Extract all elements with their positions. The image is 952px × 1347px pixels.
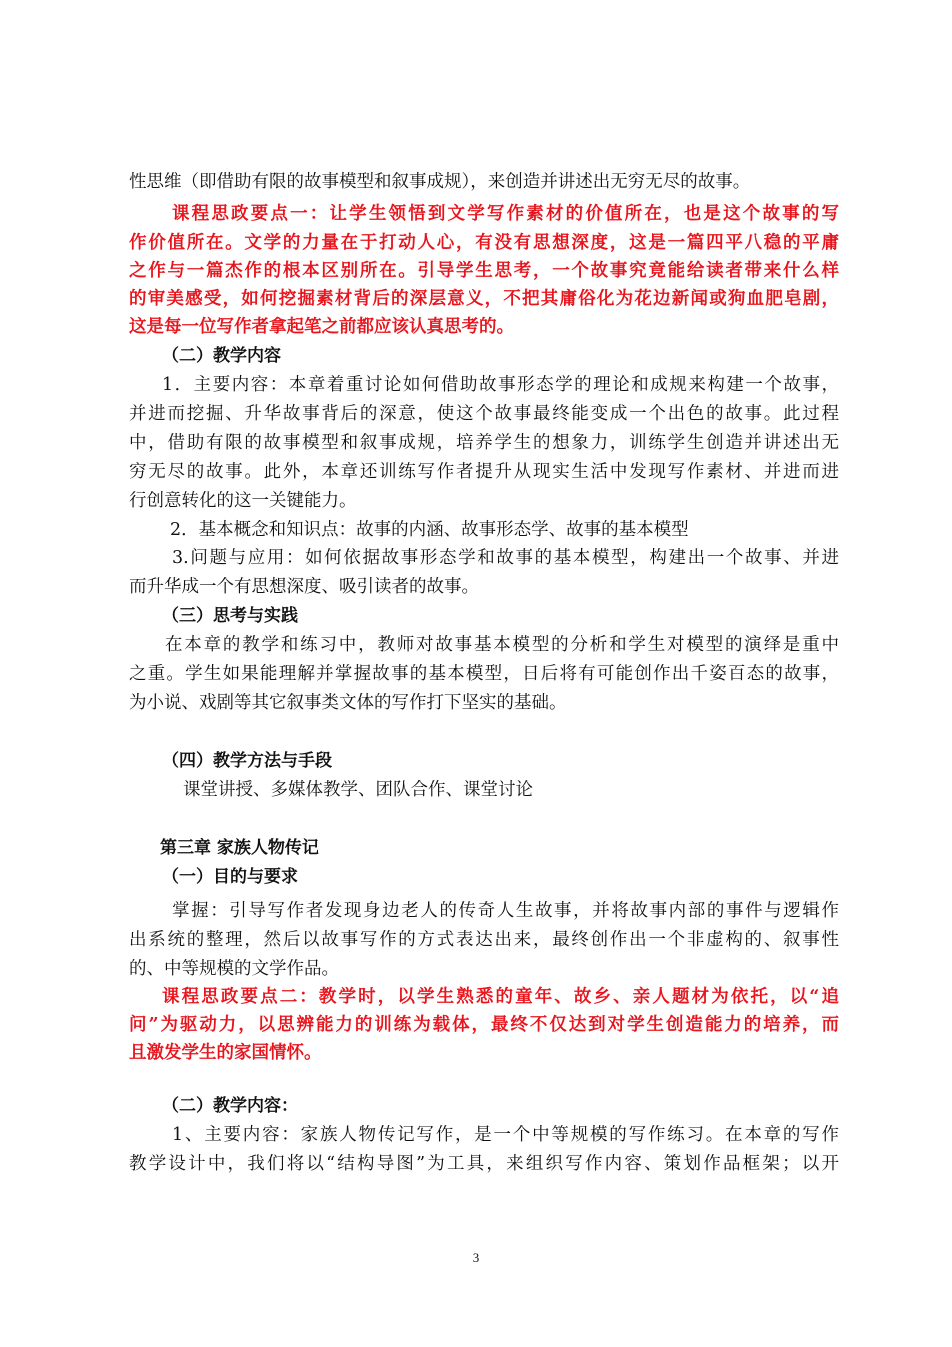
text-line: 在本章的教学和练习中，教师对故事基本模型的分析和学生对模型的演绎是重中 [165,635,839,655]
text-line: 之重。学生如果能理解并掌握故事的基本模型，日后将有可能创作出千姿百态的故事， [129,664,839,684]
section-heading-objectives: （一）目的与要求 [162,867,298,887]
section-heading-practice: （三）思考与实践 [162,606,298,626]
ideology-point-one-line: 这是每一位写作者拿起笔之前都应该认真思考的。 [129,317,514,337]
text-line: 的、中等规模的文学作品。 [129,959,339,979]
text-line: 为小说、戏剧等其它叙事类文体的写作打下坚实的基础。 [129,693,567,713]
page-number: 3 [472,1250,480,1265]
text-line: 性思维（即借助有限的故事模型和叙事成规），来创造并讲述出无穷无尽的故事。 [129,172,751,192]
ideology-point-two-line: 课程思政要点二：教学时，以学生熟悉的童年、故乡、亲人题材为依托，以“追 [162,987,839,1007]
text-line: 课堂讲授、多媒体教学、团队合作、课堂讨论 [183,780,533,800]
text-line: 3.问题与应用：如何依据故事形态学和故事的基本模型，构建出一个故事、并进 [172,548,839,568]
section-heading-teaching-content: （二）教学内容 [162,346,281,366]
ideology-point-two-line: 问”为驱动力，以思辨能力的训练为载体，最终不仅达到对学生创造能力的培养，而 [129,1015,839,1035]
text-line: 掌握：引导写作者发现身边老人的传奇人生故事，并将故事内部的事件与逻辑作 [172,901,839,921]
chapter-title: 第三章 家族人物传记 [160,838,319,858]
text-line: 1．主要内容：本章着重讨论如何借助故事形态学的理论和成规来构建一个故事， [162,375,839,395]
ideology-point-one-line: 课程思政要点一：让学生领悟到文学写作素材的价值所在，也是这个故事的写 [172,204,839,224]
section-heading-methods: （四）教学方法与手段 [162,751,332,771]
ideology-point-two-line: 且激发学生的家国情怀。 [129,1043,322,1063]
ideology-point-one-line: 之作与一篇杰作的根本区别所在。引导学生思考，一个故事究竟能给读者带来什么样 [129,261,839,281]
text-line: 教学设计中，我们将以“结构导图”为工具，来组织写作内容、策划作品框架；以开 [129,1154,839,1174]
ideology-point-one-line: 的审美感受，如何挖掘素材背后的深层意义，不把其庸俗化为花边新闻或狗血肥皂剧， [129,289,839,309]
text-line: 并进而挖掘、升华故事背后的深意，使这个故事最终能变成一个出色的故事。此过程 [129,404,839,424]
text-line: 行创意转化的这一关键能力。 [129,491,357,511]
section-heading-teaching-content-2: （二）教学内容： [162,1096,298,1116]
text-line: 中，借助有限的故事模型和叙事成规，培养学生的想象力，训练学生创造并讲述出无 [129,433,839,453]
text-line: 1、主要内容：家族人物传记写作，是一个中等规模的写作练习。在本章的写作 [172,1125,839,1145]
text-line: 穷无尽的故事。此外，本章还训练写作者提升从现实生活中发现写作素材、并进而进 [129,462,839,482]
text-line: 出系统的整理，然后以故事写作的方式表达出来，最终创作出一个非虚构的、叙事性 [129,930,839,950]
ideology-point-one-line: 作价值所在。文学的力量在于打动人心，有没有思想深度，这是一篇四平八稳的平庸 [129,233,839,253]
text-line: 而升华成一个有思想深度、吸引读者的故事。 [129,577,479,597]
text-line: 2．基本概念和知识点：故事的内涵、故事形态学、故事的基本模型 [170,520,689,540]
